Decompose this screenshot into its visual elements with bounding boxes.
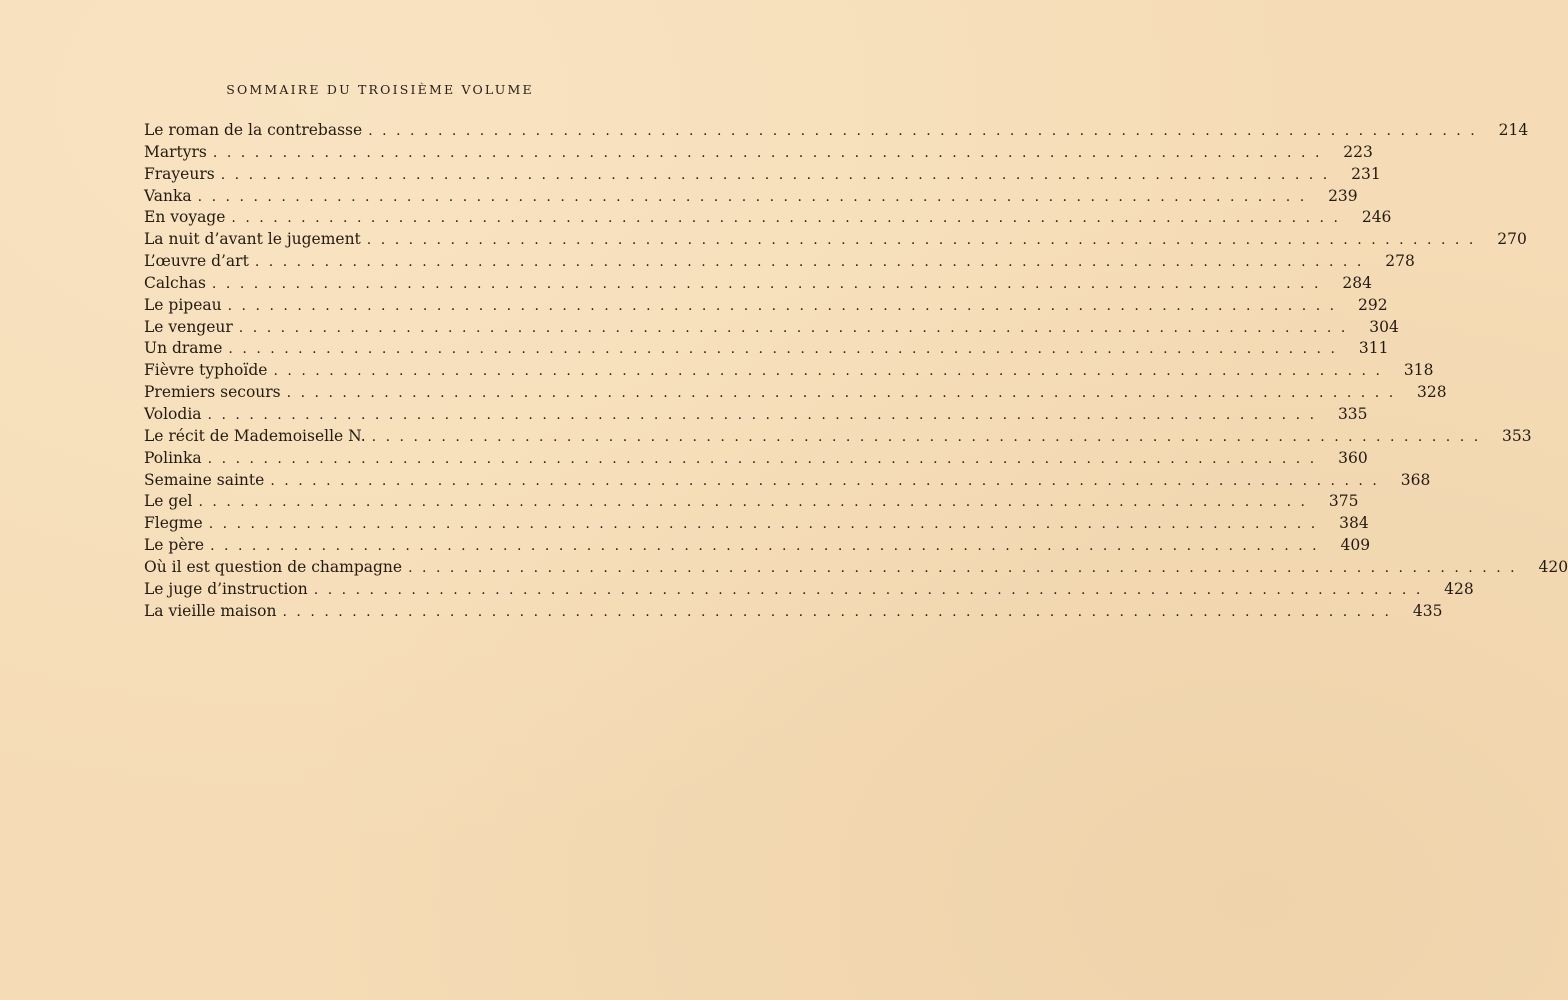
toc-entry-page: 428: [1444, 579, 1474, 598]
toc-entry-page: 231: [1351, 164, 1381, 183]
toc-entry: [144, 251, 1415, 273]
toc-entry-title: Le pipeau: [144, 295, 222, 314]
toc-entry-page: 318: [1403, 361, 1434, 380]
toc-entry: [144, 579, 1474, 601]
toc-entry-title: Volodia: [144, 404, 202, 423]
toc-entry-page: 239: [1328, 186, 1358, 205]
toc-dot-leader: ................................................................................: [273, 363, 1390, 380]
toc-entry-page: 304: [1369, 317, 1399, 336]
toc-entry: [144, 535, 1371, 557]
toc-entry-title: Le roman de la contrebasse: [144, 121, 363, 139]
toc-entry-page: 278: [1385, 252, 1415, 271]
toc-entry: [144, 360, 1434, 382]
toc-entry: [144, 273, 1372, 295]
toc-entry-title: La vieille maison: [144, 601, 277, 620]
toc-dot-leader: ................................................................................: [282, 603, 1399, 620]
toc-entry-page: 223: [1343, 142, 1373, 161]
toc-entry-title: En voyage: [144, 208, 226, 227]
toc-entry: [144, 382, 1447, 404]
toc-entry-page: 328: [1417, 383, 1447, 402]
toc-dot-leader: ................................................................................: [408, 559, 1525, 576]
toc-entry-page: 384: [1339, 514, 1369, 533]
toc-entry-page: 270: [1497, 230, 1527, 249]
toc-entry: [144, 557, 1568, 579]
toc-dot-leader: ................................................................................: [227, 297, 1344, 314]
toc-entry-title: L’œuvre d’art: [144, 252, 249, 271]
toc-dot-leader: ................................................................................: [208, 516, 1325, 533]
toc-entry-page: 214: [1498, 121, 1529, 139]
toc-dot-leader: ................................................................................: [197, 188, 1314, 205]
toc-entry: [144, 229, 1527, 251]
toc-entry-title: Calchas: [144, 273, 206, 292]
toc-entry-title: Semaine sainte: [144, 470, 265, 489]
toc-entry: [144, 317, 1399, 339]
toc-entry-title: Où il est question de champagne: [144, 557, 403, 576]
toc-dot-leader: ................................................................................: [313, 581, 1430, 598]
toc-dot-leader: ................................................................................: [286, 385, 1403, 402]
toc-entry: [144, 448, 1368, 470]
toc-dot-leader: ................................................................................: [366, 232, 1483, 249]
toc-dot-leader: ................................................................................: [198, 494, 1315, 511]
toc-entry: [144, 120, 1529, 142]
toc-entry-page: 311: [1358, 339, 1389, 358]
toc-entry-title: Le juge d’instruction: [144, 579, 308, 598]
toc-dot-leader: ................................................................................: [220, 166, 1337, 183]
toc-entry: [144, 513, 1369, 535]
toc-entry-page: 420: [1538, 557, 1568, 576]
toc-entry: [144, 426, 1532, 448]
toc-entry-page: 335: [1337, 404, 1368, 423]
page-heading: SOMMAIRE DU TROISIÈME VOLUME: [226, 82, 534, 97]
toc-entry-page: 360: [1338, 448, 1368, 467]
toc-entry-page: 292: [1358, 295, 1388, 314]
toc-entry-title: Polinka: [144, 448, 202, 467]
toc-dot-leader: ................................................................................: [211, 275, 1328, 292]
toc-entry-title: Fièvre typhoïde: [144, 361, 268, 380]
toc-dot-leader: ................................................................................: [210, 538, 1327, 555]
toc-entry-title: Le récit de Mademoiselle N.: [144, 426, 366, 445]
toc-entry: [144, 470, 1431, 492]
toc-entry: [144, 601, 1443, 623]
toc-entry-title: La nuit d’avant le jugement: [144, 230, 361, 249]
toc-entry-page: 409: [1340, 536, 1371, 555]
table-of-contents: [144, 120, 1568, 622]
toc-entry: [144, 164, 1381, 186]
toc-entry-title: Le gel: [144, 492, 193, 511]
toc-entry-title: Le vengeur: [144, 317, 233, 336]
toc-entry: [144, 207, 1392, 229]
toc-entry-title: Le père: [144, 536, 205, 555]
toc-dot-leader: ................................................................................: [270, 472, 1387, 489]
toc-dot-leader: ................................................................................: [212, 144, 1329, 161]
toc-dot-leader: ................................................................................: [207, 450, 1324, 467]
toc-entry-page: 435: [1412, 601, 1443, 620]
toc-entry: [144, 186, 1358, 208]
toc-dot-leader: ................................................................................: [238, 319, 1355, 336]
toc-entry-page: 368: [1400, 470, 1431, 489]
toc-entry-page: 284: [1342, 273, 1372, 292]
toc-entry: [144, 338, 1389, 360]
toc-entry-title: Flegme: [144, 514, 203, 533]
toc-entry: [144, 404, 1368, 426]
toc-dot-leader: ................................................................................: [231, 210, 1348, 227]
toc-entry-title: Martyrs: [144, 142, 207, 161]
toc-entry: [144, 142, 1373, 164]
toc-entry-title: Un drame: [144, 339, 223, 358]
toc-dot-leader: ................................................................................: [254, 254, 1371, 271]
toc-dot-leader: ................................................................................: [207, 406, 1324, 423]
toc-entry-page: 375: [1328, 492, 1359, 511]
toc-dot-leader: ................................................................................: [371, 428, 1488, 445]
toc-entry-title: Frayeurs: [144, 164, 215, 183]
toc-entry: [144, 295, 1388, 317]
toc-entry-title: Vanka: [144, 186, 192, 205]
toc-entry-title: Premiers secours: [144, 383, 281, 402]
toc-dot-leader: ................................................................................: [368, 123, 1485, 139]
toc-entry-page: 353: [1502, 426, 1532, 445]
toc-dot-leader: ................................................................................: [228, 341, 1345, 358]
toc-entry: [144, 491, 1359, 513]
toc-entry-page: 246: [1361, 208, 1392, 227]
